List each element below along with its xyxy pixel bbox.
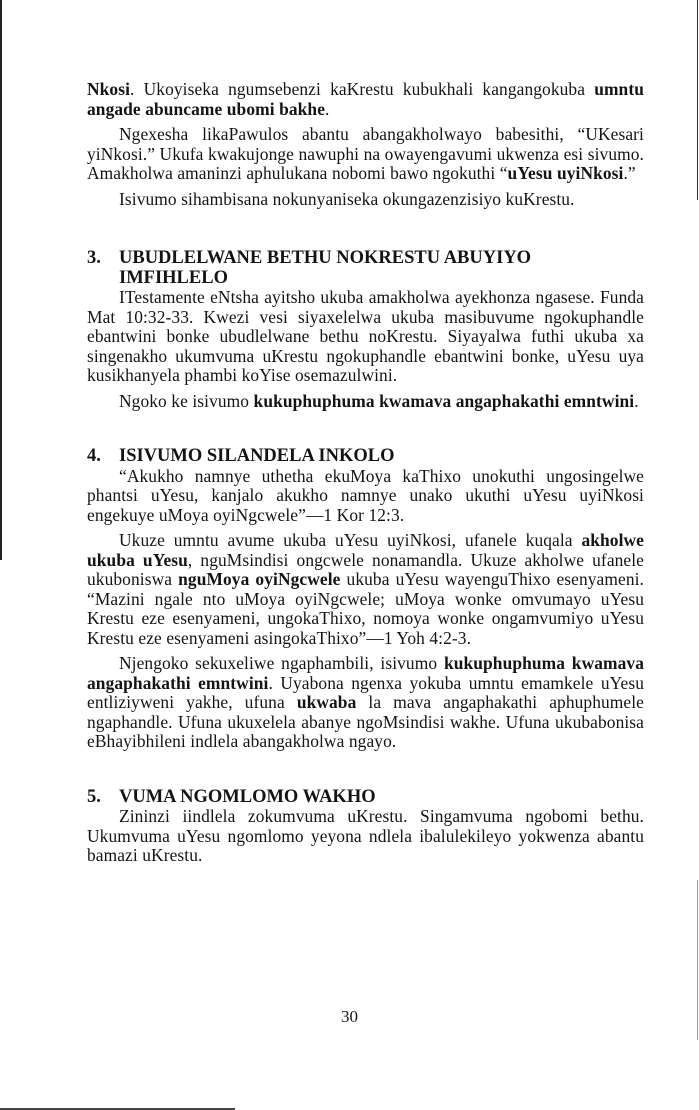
- text-run: ITestamente eNtsha ayitsho ukuba amakholwa ayekhonza ngasese. Funda Mat 10:32-33. Kwezi vesi siyaxelelwa ukuba masibuvume ngokuphandle ebantwini bonke ubudlelwane bethu noKrestu. Siyayalwa futhi ukuba xa singenakho ukumvuma uKrestu ngokuphandle ebantwini bonke, uYesu uya kusikhanyela phambi koYise osemazulwini.: [87, 287, 644, 385]
- text-run: Ngexesha likaPawulos abantu abangakholwayo babesithi, “UKesari yiNkosi.” Ukufa kwakujonge nawuphi na owayengavumi ukwenza esi sivumo. Amakholwa amaninzi aphulukana nobomi bawo ngokuthi “: [87, 124, 644, 183]
- text-run: , nguMsindisi ongcwele nonamandla. Ukuze akholwe ufanele ukuboniswa: [87, 549, 644, 589]
- bold-text: akholwe ukuba uYesu: [87, 530, 644, 570]
- text-run: .: [325, 98, 330, 119]
- bold-text: Nkosi: [87, 79, 131, 99]
- page-number: 30: [341, 1007, 358, 1026]
- bold-text: umntu angade abuncame ubomi bakhe: [87, 79, 644, 119]
- text-run: “Akukho namnye uthetha ekuMoya kaThixo unokuthi ungosingelwe phantsi uYesu, kanjalo akukho namnye unako ukuthi uYesu uyiNkosi engekuye uMoya oyiNgcwele”—1 Kor 12:3.: [87, 465, 644, 525]
- text-run: .”: [623, 163, 636, 183]
- section-heading-3: [87, 249, 644, 288]
- bold-text: ukwaba: [296, 692, 357, 712]
- text-run: Ngoko ke isivumo: [119, 390, 254, 411]
- section-heading-4: [87, 447, 644, 467]
- section-number: 4.: [87, 446, 101, 466]
- paragraph: [87, 125, 644, 184]
- paragraph: [87, 467, 644, 526]
- bold-text: nguMoya oyiNgcwele: [178, 569, 341, 589]
- text-run: ukuba uYesu wayenguThixo esenyameni. “Mazini ngale nto uMoya oyiNgcwele; uMoya wonke omvumayo uYesu Krestu eze esenyameni, ungokaThixo, nomoya wonke ongamvumiyo uYesu Krestu eze esenyameni asingokaThixo”—1 Yoh 4:2-3.: [87, 569, 644, 648]
- paragraph: [87, 807, 644, 866]
- section-number: 3.: [87, 248, 101, 268]
- section-heading-5: [87, 788, 644, 808]
- text-run: Zininzi iindlela zokumvuma uKrestu. Singamvuma ngobomi bethu. Ukumvuma uYesu ngomlomo yeyona ndlela ibalulekileyo yokwenza abantu bamazi uKrestu.: [87, 806, 644, 865]
- paragraph: [87, 654, 644, 752]
- bold-text: uYesu uyiNkosi: [507, 163, 624, 183]
- paragraph: [87, 531, 644, 648]
- text-run: .: [634, 390, 639, 411]
- paragraph: [87, 190, 644, 210]
- text-run: . Uyabona ngenxa yokuba umntu emamkele uYesu entliziyweni yakhe, ufuna: [87, 672, 645, 712]
- scan-edge-left: [0, 0, 2, 560]
- text-run: Isivumo sihambisana nokunyaniseka okungazenzisiyo kuKrestu.: [119, 188, 575, 209]
- text-run: Njengoko sekuxeliwe ngaphambili, isivumo: [119, 653, 444, 673]
- bold-text: kukuphuphuma kwamava angaphakathi emntwini: [253, 390, 635, 411]
- scan-edge-right: [697, 0, 698, 200]
- text-run: Ukuze umntu avume ukuba uYesu uyiNkosi, ufanele kuqala: [119, 530, 582, 550]
- bold-text: kukuphuphuma kwamava angaphakathi emntwini: [87, 653, 645, 693]
- document-page: [87, 80, 644, 866]
- section-number: 5.: [87, 786, 101, 807]
- text-run: . Ukoyiseka ngumsebenzi kaKrestu kubukhali kangangokuba: [130, 79, 595, 99]
- section-title: UBUDLELWANE BETHU NOKRESTU ABUYIYO IMFIHLELO: [119, 248, 532, 288]
- paragraph: [87, 288, 644, 386]
- section-title: ISIVUMO SILANDELA INKOLO: [119, 446, 395, 466]
- paragraph: [87, 392, 644, 412]
- text-run: la mava angaphakathi aphuphumele ngaphandle. Ufuna ukuxelela abanye ngoMsindisi wakhe. Ufuna ukubabonisa eBhayibhileni indlela abangakholwa ngayo.: [87, 692, 644, 751]
- section-title: VUMA NGOMLOMO WAKHO: [119, 786, 376, 807]
- paragraph: [87, 80, 644, 119]
